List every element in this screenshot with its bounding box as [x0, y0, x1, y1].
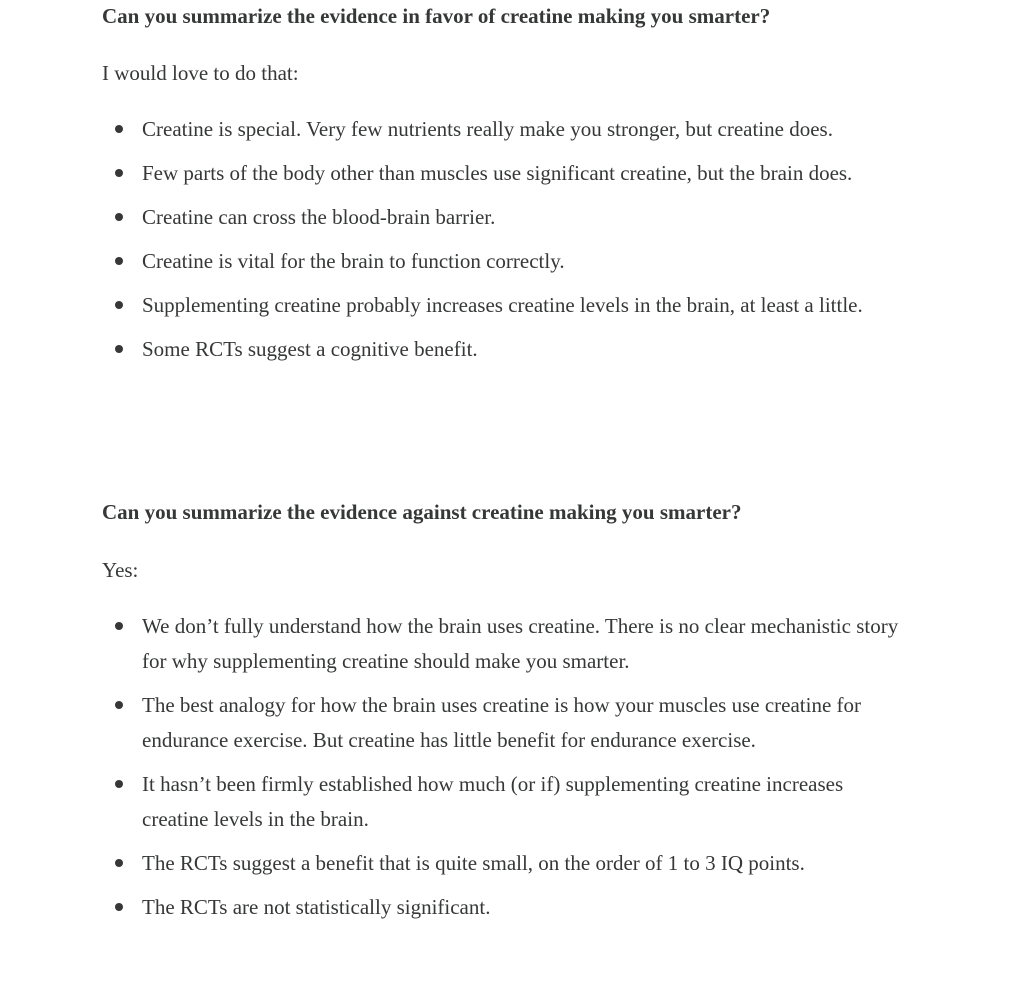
- list-item: It hasn’t been firmly established how much (or if) supplementing creatine increases creatine levels in the brain.: [102, 767, 902, 837]
- question-heading-for: Can you summarize the evidence in favor of creatine making you smarter?: [102, 4, 771, 28]
- question-heading-against: Can you summarize the evidence against creatine making you smarter?: [102, 500, 742, 524]
- list-item: The RCTs are not statistically significant.: [102, 890, 902, 925]
- list-item: We don’t fully understand how the brain uses creatine. There is no clear mechanistic story for why supplementing creatine should make you smarter.: [102, 609, 902, 679]
- list-item: Some RCTs suggest a cognitive benefit.: [102, 332, 902, 367]
- list-item: Supplementing creatine probably increases creatine levels in the brain, at least a little.: [102, 288, 902, 323]
- list-item: The best analogy for how the brain uses creatine is how your muscles use creatine for endurance exercise. But creatine has little benefit for endurance exercise.: [102, 688, 902, 758]
- evidence-for-list: [102, 112, 902, 367]
- list-item: Creatine can cross the blood-brain barrier.: [102, 200, 902, 235]
- list-item: Few parts of the body other than muscles use significant creatine, but the brain does.: [102, 156, 902, 191]
- answer-intro-against: Yes:: [102, 558, 139, 582]
- evidence-against-list: [102, 609, 902, 925]
- list-item: Creatine is special. Very few nutrients really make you stronger, but creatine does.: [102, 112, 902, 147]
- list-item: The RCTs suggest a benefit that is quite small, on the order of 1 to 3 IQ points.: [102, 846, 902, 881]
- list-item: Creatine is vital for the brain to function correctly.: [102, 244, 902, 279]
- answer-intro-for: I would love to do that:: [102, 61, 299, 85]
